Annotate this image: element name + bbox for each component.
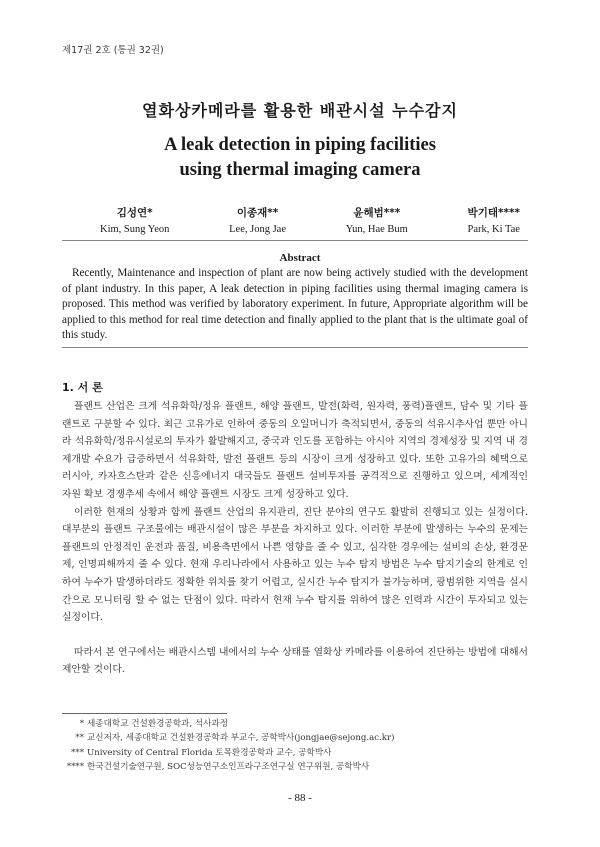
author-1 — [100, 205, 169, 235]
author-name-korean: 윤해범*** — [353, 207, 401, 219]
footnote-2 — [62, 731, 528, 745]
author-name-korean: 김성연* — [116, 207, 153, 219]
abstract-text: Recently, Maintenance and inspection of plant are now being actively studied with the development of plant industry. In this paper, A leak detection in piping facilities using thermal imaging camera is proposed. This method was verified by laboratory experiment. In future, Appropriate algorithm will be applied to this method for real time detection and finally applied to the plant that is the ultimate goal of this study. — [62, 267, 528, 342]
footnotes — [62, 717, 528, 775]
body-paragraph-2: 이러한 현재의 상황과 함께 플랜트 산업의 유지관리, 진단 분야의 연구도 활발히 진행되고 있는 실정이다. 대부분의 플랜트 구조물에는 배관시설이 많은 부분을 차지하고 있다. 이러한 부분에 발생하는 누수의 문제는 플랜트의 안정적인 운전과 품질, 비용측면에서 나쁜 영향을 줄 수 있고, 심각한 경우에는 설비의 손상, 환경문제, 인명피해까지 줄 수 있다. 현재 우리나라에서 사용하고 있는 누수 탐지 방법은 누수 탐지기술의 한계로 인하여 누수가 발생하더라도 정확한 위치를 찾기 어렵고, 실시간 누수 탐지가 불가능하며, 광범위한 지역을 실시간으로 모니터링 할 수 없는 단점이 있다. 따라서 현재 누수 탐지를 위하여 많은 인력과 시간이 투자되고 있는 실정이다. — [62, 506, 528, 624]
author-list — [100, 205, 520, 235]
journal-header: 제17권 2호 (통권 32권) — [62, 45, 164, 56]
author-name-korean: 이종재** — [236, 207, 279, 219]
author-name-english: Park, Ki Tae — [467, 224, 520, 235]
body-paragraph-1: 플랜트 산업은 크게 석유화학/정유 플랜트, 해양 플랜트, 발전(화력, 원자력, 풍력)플랜트, 담수 및 기타 플랜트로 구분할 수 있다. 최근 고유가로 인하여 중동의 오일머니가 축적되면서, 중동의 석유시추사업 뿐만 아니라 석유화학/정유시설로의 투자가 활발해지고, 중국과 인도를 포함하는 아시아 지역의 경제성장 및 지역 내 경제개발 수요가 급증하면서 석유화학, 발전 플랜트 등의 시장이 크게 성장하고 있다. 또한 고유가의 혜택으로 러시아, 카자흐스탄과 같은 신흥에너지 대국들도 플랜트 설비투자를 공격적으로 진행하고 있으며, 세계적인 자원 확보 경쟁추세 속에서 해양 플랜트 시장도 크게 성장하고 있다. — [62, 401, 528, 500]
body-paragraph-3: 따라서 본 연구에서는 배관시스템 내에서의 누수 상태를 열화상 카메라를 이용하여 진단하는 방법에 대해서 제안할 것이다. — [62, 646, 528, 676]
footnote-text: 세종대학교 건설환경공학과, 석사과정 — [87, 719, 229, 729]
abstract-heading: Abstract — [279, 252, 321, 264]
footnote-text: University of Central Florida 토목환경공학과 교수, 공학박사 — [87, 747, 332, 758]
footnote-mark: *** — [71, 747, 84, 758]
author-name-english: Kim, Sung Yeon — [100, 224, 170, 235]
footnote-text: 교신저자, 세종대학교 건설환경공학과 부교수, 공학박사(jongjae@sejong.ac.kr) — [87, 733, 395, 744]
author-name-korean: 박기태**** — [467, 207, 520, 219]
abstract-bottom-rule — [62, 347, 528, 348]
footnote-mark: ** — [75, 733, 84, 744]
footnote-mark: * — [79, 719, 84, 729]
author-4 — [468, 205, 520, 235]
footnote-text: 한국건설기술연구원, SOC성능연구소인프라구조연구실 연구위원, 공학박사 — [87, 762, 370, 773]
author-3 — [346, 205, 408, 235]
abstract-top-rule — [62, 240, 528, 241]
footnote-4 — [62, 760, 528, 774]
footnote-mark: **** — [66, 762, 84, 773]
footnote-3 — [62, 746, 528, 760]
author-name-english: Yun, Hae Bum — [345, 224, 408, 235]
section-body — [62, 398, 528, 679]
section-title: 1. 서 론 — [62, 381, 103, 394]
author-2 — [229, 205, 286, 235]
footnote-rule — [62, 713, 227, 714]
english-title-line-2: using thermal imaging camera — [179, 160, 421, 180]
korean-title: 열화상카메라를 활용한 배관시설 누수감지 — [142, 101, 458, 120]
english-title-line-1: A leak detection in piping facilities — [164, 135, 436, 155]
page-number: - 88 - — [288, 792, 312, 804]
footnote-1 — [62, 717, 528, 731]
author-name-english: Lee, Jong Jae — [229, 224, 286, 235]
